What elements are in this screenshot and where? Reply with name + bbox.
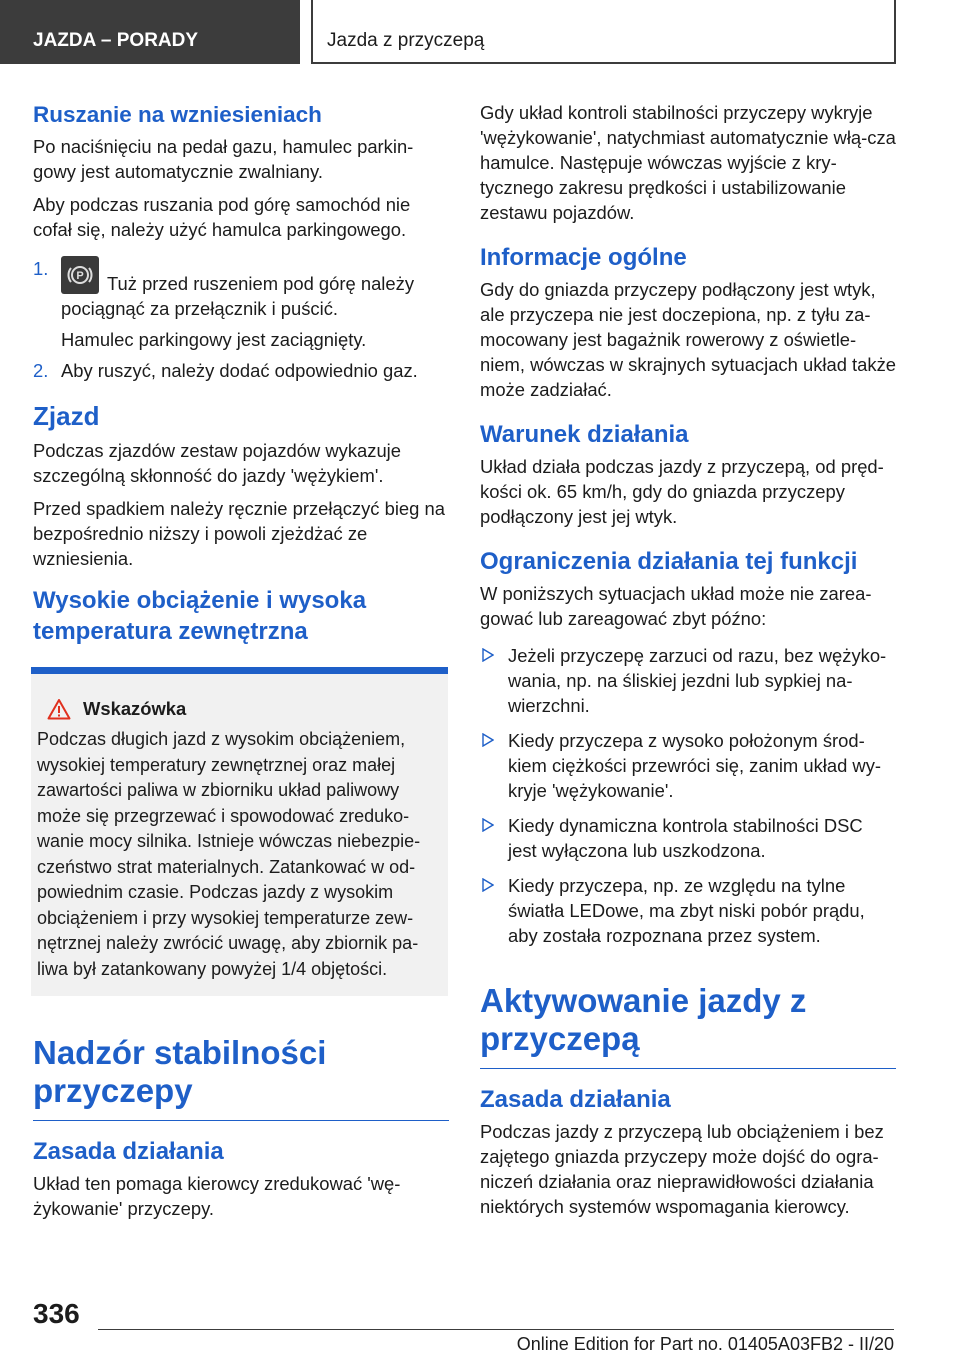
step-2: [33, 358, 449, 383]
paragraph: Gdy układ kontroli stabilności przyczepy wykryje 'wężykowanie', natychmiast automatycznie włą-cza hamulce. Następuje wówczas wyjście z kry-tycznego zakresu prędkości i ustabilizowanie zestawu pojazdów.: [480, 102, 896, 223]
bullet-triangle-icon: [482, 878, 494, 892]
edition-note: Online Edition for Part no. 01405A03FB2 - II/20: [516, 1334, 894, 1354]
list-item-text: Kiedy przyczepa z wysoko położonym środ-kiem ciężkości przewróci się, zanim układ wy-kryje 'wężykowanie'.: [508, 730, 882, 801]
list-item-text: Kiedy dynamiczna kontrola stabilności DSC jest wyłączona lub uszkodzona.: [508, 815, 863, 861]
paragraph: Układ ten pomaga kierowcy zredukować 'wę-żykowanie' przyczepy.: [33, 1173, 401, 1219]
paragraph: Przed spadkiem należy ręcznie przełączyć bieg na bezpośrednio niższy i powoli zjeżdżać ze wzniesienia.: [33, 498, 445, 569]
paragraph: Podczas zjazdów zestaw pojazdów wykazuje szczególną skłonność do jazdy 'wężykiem'.: [33, 440, 401, 486]
notice-box: [31, 667, 448, 996]
heading-warunek: Warunek działania: [480, 421, 689, 448]
heading-wysokie: Wysokie obciążenie i wysoka temperatura zewnętrzna: [33, 587, 367, 645]
list-item-text: Jeżeli przyczepę zarzuci od razu, bez wężyko-wania, np. na śliskiej jezdni lub sypkiej na-wierzchni.: [508, 645, 887, 716]
step-number: 2.: [33, 360, 49, 381]
right-column: [480, 100, 896, 1227]
chapter-tab: Jazda z przyczepą: [311, 0, 896, 64]
bullet-triangle-icon: [482, 648, 494, 662]
step-text: Aby ruszyć, należy dodać odpowiednio gaz.: [61, 360, 418, 381]
notice-title: Wskazówka: [83, 698, 187, 719]
notice-text: Podczas długich jazd z wysokim obciążeniem, wysokiej temperatury zewnętrznej oraz małej zawartości paliwa w zbiorniku układ paliwowy może się przegrzewać i spowodować zreduko-wanie mocy silnika. Istnieje wówczas niebezpie-czeństwo strat materialnych. Zatankować w od-powiednim czasie. Podczas jazdy z wysokim obciążeniem i przy wysokiej temperaturze zew-nętrznej należy zwrócić uwagę, aby zbiornik pa-liwa był zatankowany powyżej 1/4 objętości.: [37, 729, 421, 979]
bullet-triangle-icon: [482, 733, 494, 747]
heading-ograniczenia: Ograniczenia działania tej funkcji: [480, 548, 858, 575]
left-column: [33, 100, 449, 1229]
paragraph: Podczas jazdy z przyczepą lub obciążeniem i bez zajętego gniazda przyczepy może dojść do ogra-niczeń działania oraz nieprawidłowości działania niektórych systemów wspomagania kierowcy.: [480, 1121, 884, 1217]
heading-nadzor: Nadzór stabilności przyczepy: [33, 1034, 449, 1121]
notice-header: [37, 696, 444, 721]
step-subtext: Hamulec parkingowy jest zaciągnięty.: [61, 329, 367, 350]
step-text: Tuż przed ruszeniem pod górę należy pociągnąć za przełącznik i puścić.: [61, 273, 415, 319]
list-item: [480, 873, 896, 948]
paragraph: Po naciśnięciu na pedał gazu, hamulec parkin-gowy jest automatycznie zwalniany.: [33, 136, 414, 182]
heading-zasada: Zasada działania: [480, 1086, 671, 1113]
list-item: [480, 813, 896, 863]
warning-icon: [47, 698, 71, 720]
svg-text:P: P: [76, 270, 84, 282]
heading-zasada: Zasada działania: [33, 1138, 224, 1165]
bullet-triangle-icon: [482, 818, 494, 832]
step-1: [33, 256, 449, 352]
list-item: [480, 728, 896, 803]
heading-ruszanie: Ruszanie na wzniesieniach: [33, 102, 322, 127]
heading-informacje: Informacje ogólne: [480, 244, 687, 271]
page-number: 336: [33, 1298, 80, 1329]
step-number: 1.: [33, 258, 49, 279]
paragraph: Układ działa podczas jazdy z przyczepą, od pręd-kości ok. 65 km/h, gdy do gniazda przyczepy podłączony jest jej wtyk.: [480, 456, 884, 527]
section-title: JAZDA – PORADY: [0, 0, 300, 64]
list-item: [480, 643, 896, 718]
heading-aktywowanie: Aktywowanie jazdy z przyczepą: [480, 982, 896, 1069]
parking-brake-icon: [61, 256, 99, 294]
footer-divider: [98, 1329, 894, 1330]
paragraph: Gdy do gniazda przyczepy podłączony jest wtyk, ale przyczepa nie jest doczepiona, np. z tyłu za-mocowany jest bagażnik rowerowy z oświetle-niem, wówczas w skrajnych sytuacjach układ także może zadziałać.: [480, 279, 896, 400]
page-header: [0, 0, 960, 66]
paragraph: W poniższych sytuacjach układ może nie zarea-gować lub zareagować zbyt późno:: [480, 583, 872, 629]
paragraph: Aby podczas ruszania pod górę samochód nie cofał się, należy użyć hamulca parkingowego.: [33, 194, 411, 240]
list-item-text: Kiedy przyczepa, np. ze względu na tylne światła LEDowe, ma zbyt niski pobór prądu, aby została rozpoznana przez system.: [508, 875, 865, 946]
heading-zjazd: Zjazd: [33, 401, 100, 431]
